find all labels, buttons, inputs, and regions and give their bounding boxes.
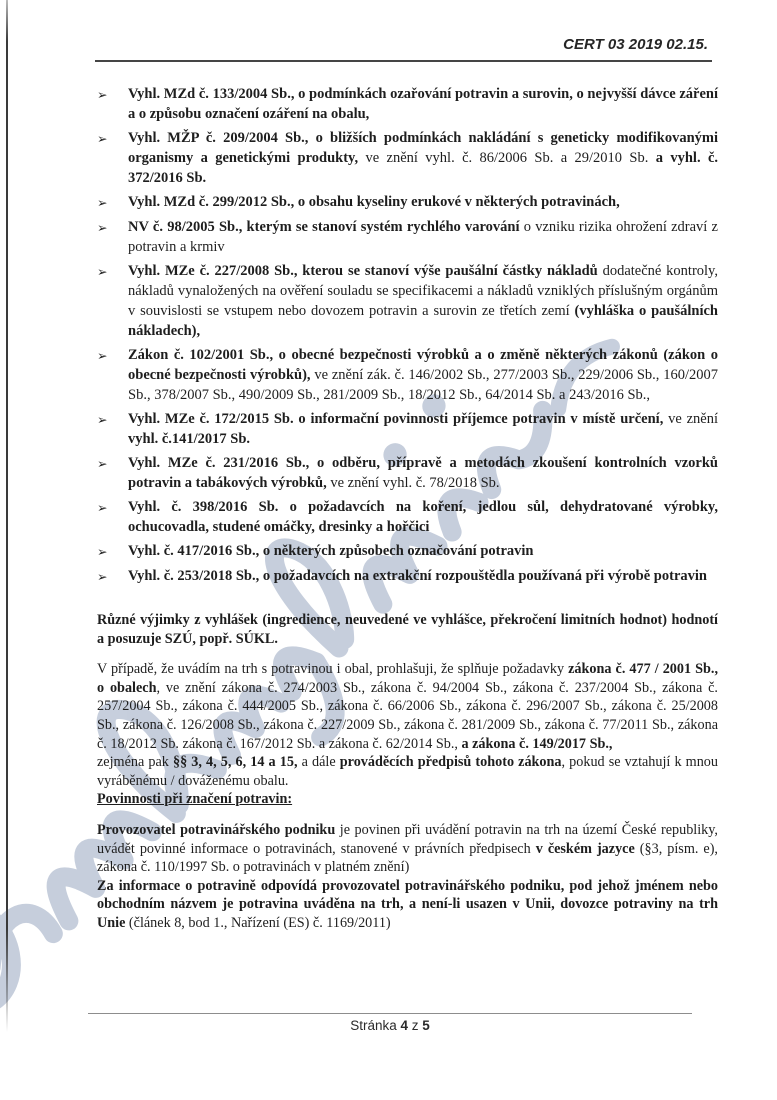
list-item-text: [128, 497, 718, 537]
list-item: [97, 453, 718, 493]
text-run: ve znění vyhl. č. 86/2006 Sb. a 29/2010 Sb.: [358, 150, 656, 166]
list-item: [97, 84, 718, 124]
text-run: prováděcích předpisů tohoto zákona: [339, 754, 562, 771]
text-run: Vyhl. MZe č. 231/2016 Sb., o odběru, přípravě a metodách zkoušení kontrolních vzorků potravin a tabákových výrobků,: [128, 455, 718, 491]
list-item: [97, 192, 718, 213]
text-run: Vyhl. MŽP č. 209/2004 Sb., o bližších podmínkách nakládání s geneticky modifikovanými organismy a genetickými produkty,: [128, 130, 718, 166]
list-item: [97, 345, 718, 405]
page-header: [95, 36, 708, 53]
arrow-bullet-icon: ➢: [97, 131, 108, 146]
document-code: CERT 03 2019 02.15.: [563, 36, 708, 53]
text-run: , ve znění zákona č. 274/2003 Sb., zákona č. 94/2004 Sb., zákona č. 237/2004 Sb., zákona č. 257/2004 Sb., zákona č. 444/2005 Sb., zákona č. 66/2006 Sb., zákona č. 296/2007 Sb., zákona č. 25/2008 Sb., zákona č. 126/2008 Sb., zákona č. 227/2009 Sb., zákona č. 281/2009 Sb., zákona č. 77/2011 Sb., zákona č. 18/2012 Sb. zákona č. 167/2012 Sb. a zákona č. 62/2014 Sb.,: [97, 679, 718, 752]
scan-edge-artifact: [6, 0, 8, 1032]
header-rule: [95, 60, 712, 62]
text-run: Zákon č. 102/2001 Sb., o obecné bezpečnosti výrobků a o změně některých zákonů (zákon o obecné bezpečnosti výrobků),: [128, 347, 718, 383]
list-item-text: [128, 84, 718, 124]
list-item: [97, 541, 718, 562]
text-run: 5: [422, 1018, 430, 1033]
list-item-text: [128, 345, 718, 405]
text-run: Stránka: [350, 1018, 401, 1033]
list-item-text: [128, 409, 718, 449]
text-run: (článek 8, bod 1., Nařízení (ES) č. 1169/2011): [125, 914, 391, 931]
list-item-text: [128, 566, 718, 587]
list-item: [97, 217, 718, 257]
text-run: (§3, písm. e), zákona č. 110/1997 Sb. o potravinách v platném znění): [97, 840, 718, 876]
text-run: Vyhl. MZe č. 227/2008 Sb., kterou se stanoví výše paušální částky nákladů: [128, 263, 598, 279]
text-run: Vyhl. MZd č. 133/2004 Sb., o podmínkách ozařování potravin a surovin, o nejvyšší dávce záření a o způsobu označení ozáření na obalu,: [128, 86, 718, 122]
text-run: Vyhl. MZe č. 172/2015 Sb. o informační povinnosti příjemce potravin v místě určení,: [128, 411, 664, 427]
arrow-bullet-icon: ➢: [97, 500, 108, 515]
text-run: a dále: [297, 754, 340, 771]
text-run: Různé výjimky z vyhlášek (ingredience, neuvedené ve vyhlášce, překročení limitních hodnot) hodnotí a posuzuje SZÚ, popř. SÚKL.: [97, 612, 718, 647]
text-run: Vyhl. č. 253/2018 Sb., o požadavcích na extrakční rozpouštědla používaná při výrobě potravin: [128, 568, 707, 584]
list-item: [97, 566, 718, 587]
arrow-bullet-icon: ➢: [97, 87, 108, 102]
arrow-bullet-icon: ➢: [97, 544, 108, 559]
exceptions-paragraph: [97, 611, 718, 648]
list-item: [97, 497, 718, 537]
text-run: V případě, že uvádím na trh s potravinou i obal, prohlašuji, že splňuje požadavky: [97, 661, 569, 678]
list-item-text: [128, 192, 718, 213]
text-run: NV č. 98/2005 Sb., kterým se stanoví systém rychlého varování: [128, 219, 520, 235]
text-run: z: [408, 1018, 423, 1033]
text-run: v českém jazyce: [535, 840, 635, 857]
text-run: a vyhl. č. 372/2016 Sb.: [128, 150, 719, 186]
list-item-text: [128, 541, 718, 562]
text-run: a zákona č. 149/2017 Sb.,: [461, 735, 613, 752]
list-item-text: [128, 217, 718, 257]
text-run: ve znění zák. č. 146/2002 Sb., 277/2003 Sb., 229/2006 Sb., 160/2007 Sb., 378/2007 Sb., 490/2009 Sb., 281/2009 Sb., 18/2012 Sb., 64/2014 Sb. a 243/2016 Sb.,: [128, 367, 718, 403]
arrow-bullet-icon: ➢: [97, 220, 108, 235]
page-footer-text: [350, 1018, 430, 1033]
footer-rule: [88, 1013, 692, 1014]
paragraphs: [97, 611, 718, 933]
list-item-text: [128, 453, 718, 493]
arrow-bullet-icon: ➢: [97, 264, 108, 279]
text-run: (vyhláška o paušálních nákladech),: [128, 303, 718, 339]
food-operator-paragraph: [97, 821, 718, 877]
arrow-bullet-icon: ➢: [97, 456, 108, 471]
text-run: , pokud se vztahují k mnou vyráběnému / dováženému obalu.: [97, 754, 718, 789]
arrow-bullet-icon: ➢: [97, 412, 108, 427]
regulation-list: [97, 84, 718, 587]
text-run: Za informace o potravině odpovídá provozovatel potravinářského podniku, pod jehož jménem nebo obchodním názvem je potravina uváděna na trh, a není-li usazen v Unii, dovozce potraviny na trh Unie: [97, 877, 718, 931]
text-run: zejména pak: [97, 754, 173, 771]
text-run: o vzniku rizika ohrožení zdraví z potravin a krmiv: [128, 219, 718, 255]
text-run: dodatečné kontroly, nákladů vynaložených na ověření souladu se specifikacemi a nákladů vzniklých příslušným orgánům v souvislosti se vstupem nebo dovozem potravin a surovin ze třetích zemí: [128, 263, 718, 319]
text-run: Vyhl. č. 398/2016 Sb. o požadavcích na koření, jedlou sůl, dehydratované výrobky, ochucovadla, studené omáčky, dresinky a hořčici: [128, 499, 718, 535]
text-run: ve znění: [663, 411, 718, 427]
text-run: zákona č. 477 / 2001 Sb., o obalech: [97, 661, 718, 696]
text-run: je povinen při uvádění potravin na trh na území České republiky, uvádět povinné informace o potravinách, stanovené v právních předpisech: [97, 821, 718, 857]
text-run: Povinnosti při značení potravin:: [97, 791, 293, 808]
text-run: 4: [400, 1018, 408, 1033]
responsibility-paragraph: [97, 877, 718, 933]
sections-paragraph: [97, 753, 718, 790]
labeling-duties-heading: [97, 790, 718, 809]
list-item: [97, 261, 718, 341]
list-item: [97, 128, 718, 188]
page-footer: [88, 1018, 692, 1033]
arrow-bullet-icon: ➢: [97, 195, 108, 210]
text-run: Provozovatel potravinářského podniku: [97, 821, 336, 838]
arrow-bullet-icon: ➢: [97, 348, 108, 363]
packaging-law-paragraph: [97, 660, 718, 753]
arrow-bullet-icon: ➢: [97, 569, 108, 584]
text-run: vyhl. č.141/2017 Sb.: [128, 431, 251, 447]
text-run: ve znění vyhl. č. 78/2018 Sb.: [326, 475, 500, 491]
list-item-text: [128, 128, 718, 188]
list-item-text: [128, 261, 718, 341]
text-run: §§ 3, 4, 5, 6, 14 a 15,: [172, 754, 298, 771]
text-run: Vyhl. č. 417/2016 Sb., o některých způsobech označování potravin: [128, 543, 534, 559]
text-run: Vyhl. MZd č. 299/2012 Sb., o obsahu kyseliny erukové v některých potravinách,: [128, 194, 620, 210]
list-item: [97, 409, 718, 449]
document-body: [97, 84, 718, 933]
